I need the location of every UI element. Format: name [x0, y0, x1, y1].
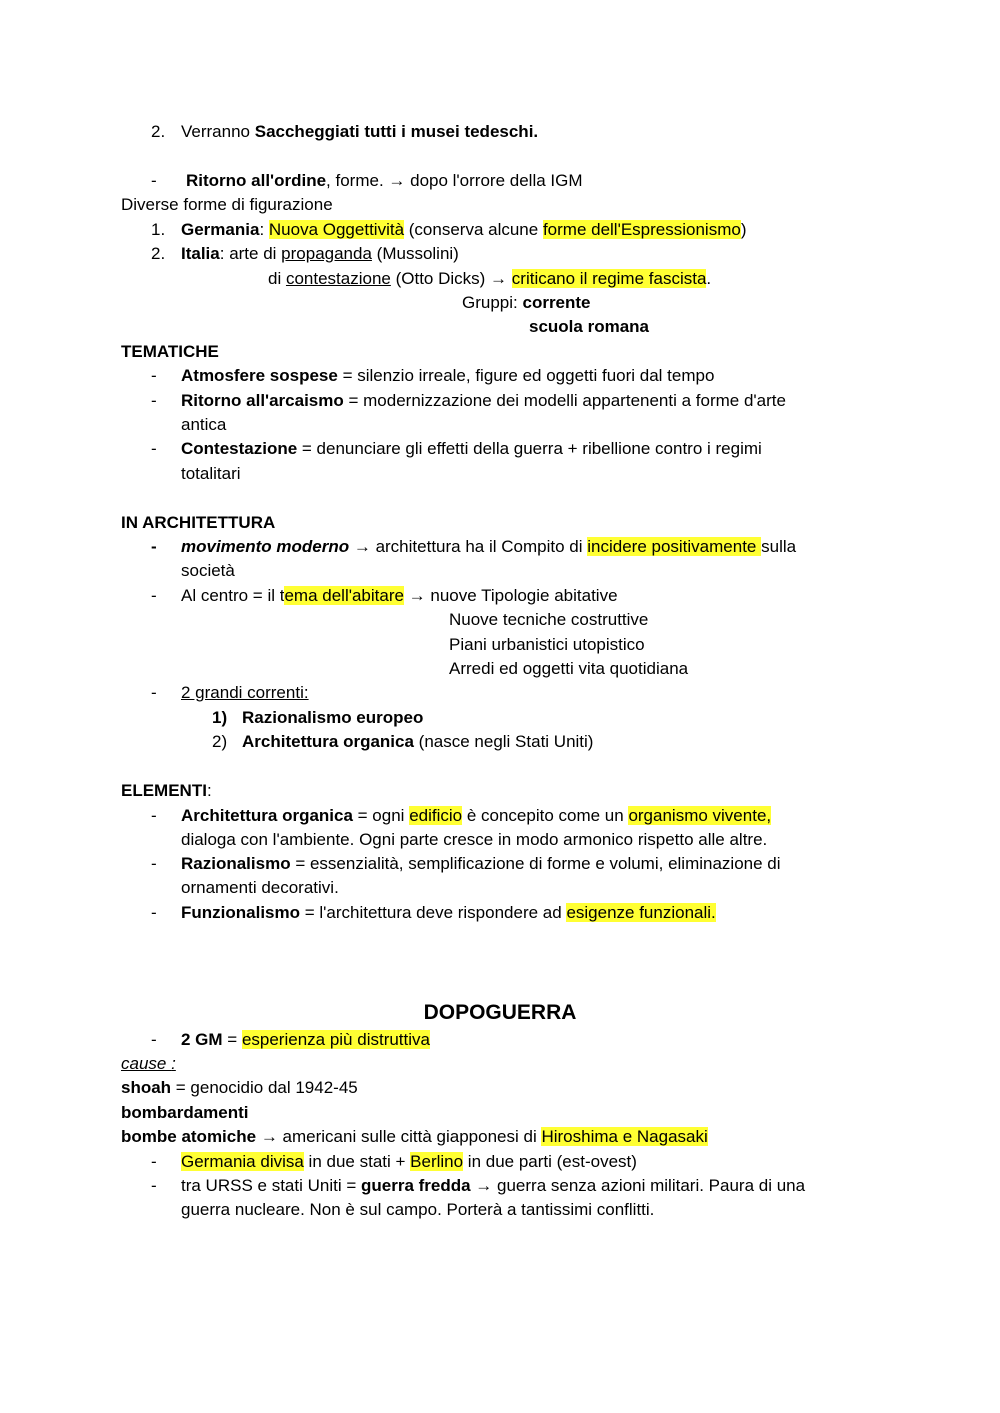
list-number: 2)	[212, 732, 228, 751]
highlighted-text: criticano il regime fascista	[511, 269, 707, 288]
list-item: 2 GM = esperienza più distruttiva	[181, 1030, 430, 1049]
list-item-continuation: ornamenti decorativi.	[181, 878, 339, 897]
bullet-dash: -	[151, 171, 157, 190]
highlighted-text: forme dell'Espressionismo	[542, 220, 741, 239]
list-item: Al centro = il tema dell'abitare → nuove Tipologie abitative	[181, 586, 618, 605]
list-item-continuation: guerra nucleare. Non è sul campo. Porterà a tantissimi conflitti.	[181, 1200, 655, 1219]
list-item: Germania divisa in due stati + Berlino in due parti (est-ovest)	[181, 1152, 637, 1171]
list-number: 1)	[212, 708, 228, 727]
section-heading: ELEMENTI:	[121, 781, 212, 800]
list-item: movimento moderno → architettura ha il Compito di incidere positivamente sulla	[181, 537, 797, 556]
highlighted-text: Berlino	[410, 1152, 464, 1171]
list-item-continuation: Piani urbanistici utopistico	[449, 635, 645, 654]
list-item-italia: Italia: arte di propaganda (Mussolini)	[181, 244, 459, 263]
bullet-dash: -	[151, 537, 157, 556]
bullet-dash: -	[151, 586, 157, 605]
list-item: Atmosfere sospese = silenzio irreale, figure ed oggetti fuori dal tempo	[181, 366, 715, 385]
paragraph-line: di contestazione (Otto Dicks) → criticano il regime fascista.	[268, 269, 712, 288]
bullet-dash: -	[151, 391, 157, 410]
paragraph-line: Diverse forme di figurazione	[121, 195, 333, 214]
list-item: Verranno Saccheggiati tutti i musei tedeschi.	[181, 122, 539, 141]
list-item-continuation: dialoga con l'ambiente. Ogni parte cresce in modo armonico rispetto alle altre.	[181, 830, 768, 849]
section-heading: TEMATICHE	[121, 342, 219, 361]
list-item: Funzionalismo = l'architettura deve rispondere ad esigenze funzionali.	[181, 903, 716, 922]
list-item-continuation: antica	[181, 415, 227, 434]
list-item-germania: Germania: Nuova Oggettività (conserva alcune forme dell'Espressionismo)	[181, 220, 747, 239]
paragraph-line: shoah = genocidio dal 1942-45	[121, 1078, 358, 1097]
list-item-continuation: società	[181, 561, 235, 580]
list-item: 2 grandi correnti:	[181, 683, 309, 702]
bullet-dash: -	[151, 366, 157, 385]
list-item: tra URSS e stati Uniti = guerra fredda → guerra senza azioni militari. Paura di una	[181, 1176, 806, 1195]
highlighted-text: Germania divisa	[181, 1152, 304, 1171]
paragraph-line: bombardamenti	[121, 1103, 249, 1122]
list-item: Razionalismo = essenzialità, semplificazione di forme e volumi, eliminazione di	[181, 854, 781, 873]
bullet-dash: -	[151, 806, 157, 825]
list-item-continuation: Arredi ed oggetti vita quotidiana	[449, 659, 689, 678]
bullet-dash: -	[151, 854, 157, 873]
bullet-dash: -	[151, 1176, 157, 1195]
paragraph-line: scuola romana	[529, 317, 649, 336]
section-heading: IN ARCHITETTURA	[121, 513, 276, 532]
highlighted-text: Nuova Oggettività	[268, 220, 405, 239]
list-item: Ritorno all'arcaismo = modernizzazione dei modelli appartenenti a forme d'arte	[181, 391, 786, 410]
list-item: Razionalismo europeo	[242, 708, 424, 727]
bullet-dash: -	[151, 439, 157, 458]
list-item-continuation: Nuove tecniche costruttive	[449, 610, 649, 629]
highlighted-text: Hiroshima e Nagasaki	[541, 1127, 708, 1146]
highlighted-text: ema dell'abitare	[284, 586, 404, 605]
list-item: Architettura organica (nasce negli Stati Uniti)	[242, 732, 594, 751]
list-item: Ritorno all'ordine, forme. → dopo l'orrore della IGM	[186, 171, 583, 190]
highlighted-text: organismo vivente,	[628, 806, 772, 825]
list-number: 2.	[151, 244, 166, 263]
bullet-dash: -	[151, 903, 157, 922]
bullet-dash: -	[151, 1030, 157, 1049]
bullet-dash: -	[151, 1152, 157, 1171]
highlighted-text: esperienza più distruttiva	[241, 1030, 430, 1049]
highlighted-text: esigenze funzionali.	[566, 903, 716, 922]
bullet-dash: -	[151, 683, 157, 702]
list-item: Contestazione = denunciare gli effetti della guerra + ribellione contro i regimi	[181, 439, 762, 458]
paragraph-line: Gruppi: corrente	[462, 293, 591, 312]
highlighted-text: edificio	[409, 806, 463, 825]
paragraph-line: cause :	[121, 1054, 176, 1073]
list-number: 2.	[151, 122, 166, 141]
highlighted-text: incidere positivamente	[587, 537, 762, 556]
list-item: Architettura organica = ogni edificio è concepito come un organismo vivente,	[181, 806, 772, 825]
list-item-continuation: totalitari	[181, 464, 241, 483]
list-number: 1.	[151, 220, 166, 239]
section-title: DOPOGUERRA	[423, 1001, 577, 1024]
paragraph-line: bombe atomiche → americani sulle città giapponesi di Hiroshima e Nagasaki	[121, 1127, 708, 1146]
